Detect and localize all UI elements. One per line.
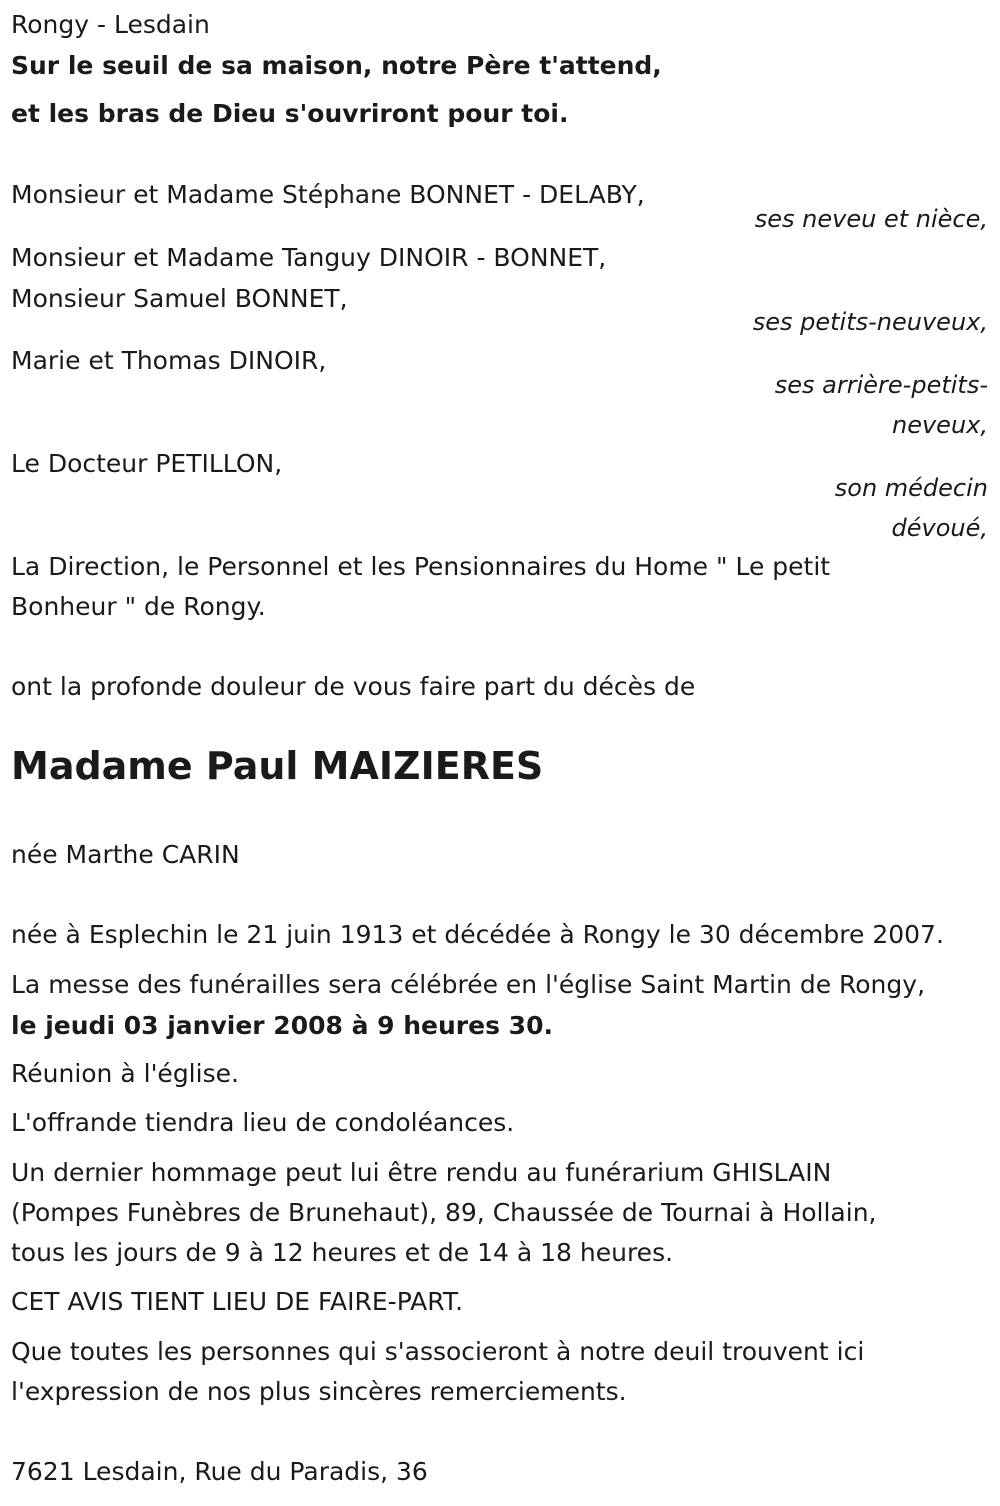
family-relation-4b: dévoué, xyxy=(891,514,988,542)
tribute-line-2: (Pompes Funèbres de Brunehaut), 89, Chaussée de Tournai à Hollain, xyxy=(11,1198,877,1227)
thanks-line-2: l'expression de nos plus sincères remerciements. xyxy=(11,1377,627,1406)
family-entry-5a: La Direction, le Personnel et les Pensionnaires du Home " Le petit xyxy=(11,552,831,581)
notice-text: CET AVIS TIENT LIEU DE FAIRE-PART. xyxy=(11,1287,464,1316)
birth-death-dates: née à Esplechin le 21 juin 1913 et décédée à Rongy le 30 décembre 2007. xyxy=(11,920,944,949)
family-entry-5b: Bonheur " de Rongy. xyxy=(11,592,266,621)
meeting-info: Réunion à l'église. xyxy=(11,1059,239,1088)
family-relation-2: ses petits-neuveux, xyxy=(752,308,988,336)
announcement-intro: ont la profonde douleur de vous faire part du décès de xyxy=(11,672,696,701)
mass-line-2: le jeudi 03 janvier 2008 à 9 heures 30. xyxy=(11,1011,553,1040)
family-entry-3: Marie et Thomas DINOIR, xyxy=(11,346,327,375)
tribute-line-3: tous les jours de 9 à 12 heures et de 14 à 18 heures. xyxy=(11,1238,674,1267)
family-relation-4a: son médecin xyxy=(834,474,988,502)
family-relation-1: ses neveu et nièce, xyxy=(754,205,988,233)
family-relation-3b: neveux, xyxy=(892,411,988,439)
maiden-name: née Marthe CARIN xyxy=(11,840,240,869)
family-relation-3a: ses arrière-petits- xyxy=(774,371,988,399)
verse-line-2: et les bras de Dieu s'ouvriront pour toi. xyxy=(11,99,569,128)
tribute-line-1: Un dernier hommage peut lui être rendu au funérarium GHISLAIN xyxy=(11,1158,832,1187)
family-entry-4: Le Docteur PETILLON, xyxy=(11,449,283,478)
family-entry-2a: Monsieur et Madame Tanguy DINOIR - BONNET, xyxy=(11,243,607,272)
family-entry-1: Monsieur et Madame Stéphane BONNET - DELABY, xyxy=(11,180,645,209)
thanks-line-1: Que toutes les personnes qui s'associeront à notre deuil trouvent ici xyxy=(11,1337,865,1366)
family-entry-2b: Monsieur Samuel BONNET, xyxy=(11,284,348,313)
deceased-name: Madame Paul MAIZIERES xyxy=(11,744,544,788)
offering-info: L'offrande tiendra lieu de condoléances. xyxy=(11,1108,515,1137)
mass-line-1: La messe des funérailles sera célébrée en l'église Saint Martin de Rongy, xyxy=(11,970,926,999)
verse-line-1: Sur le seuil de sa maison, notre Père t'attend, xyxy=(11,51,662,80)
location-header: Rongy - Lesdain xyxy=(11,10,210,39)
family-address: 7621 Lesdain, Rue du Paradis, 36 xyxy=(11,1457,428,1486)
